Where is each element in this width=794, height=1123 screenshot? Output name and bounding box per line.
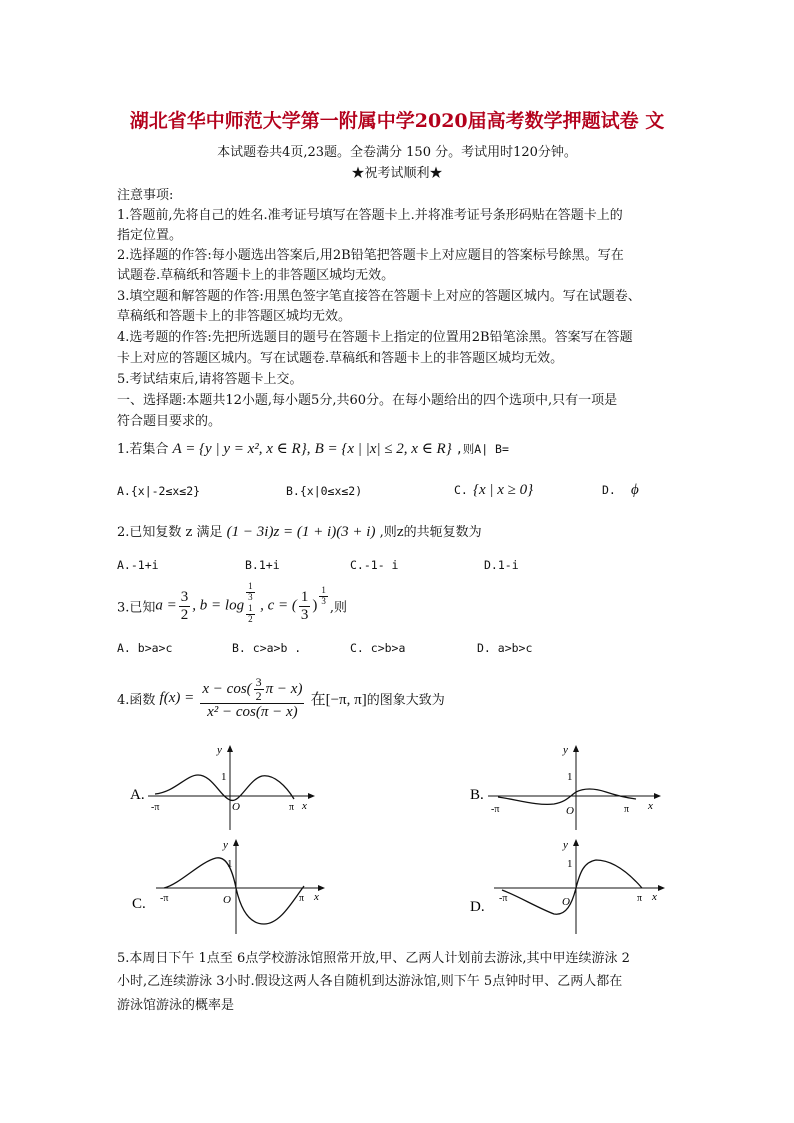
q4-fraction — [200, 676, 304, 721]
graph-c-y-label: y — [223, 839, 228, 851]
graph-b-curve — [498, 789, 636, 804]
note-line: 2.选择题的作答:每小题选出答案后,用2B铅笔把答题卡上对应题目的答案标号餘黑。写在 — [117, 248, 624, 263]
graph-a — [120, 742, 320, 832]
q4-num-frac-n: 3 — [255, 675, 262, 689]
q3-c-num: 1 — [300, 589, 309, 605]
q2-suffix: ,则z的共轭复数为 — [379, 525, 482, 540]
graph-a-y-label: y — [217, 744, 222, 756]
note-line: 草稿纸和答题卡上的非答题区城均无效。 — [117, 309, 352, 324]
graph-c-x-label: x — [314, 891, 319, 903]
q1-option-d-text: ϕ — [630, 482, 639, 498]
q3-b-sup-den: 3 — [248, 591, 253, 602]
graph-d-x-label: x — [652, 891, 657, 903]
q2-prefix: 2.已知复数 z 满足 — [117, 525, 223, 540]
q4-f-label: f(x) = — [159, 689, 195, 706]
q1-comma: , — [306, 441, 311, 457]
q4-suffix: 的图象大致为 — [366, 692, 445, 708]
graph-b — [468, 742, 668, 832]
q3-a-lhs: a = — [155, 597, 177, 614]
graph-d-label: D. — [470, 899, 485, 915]
q2-option-c: C.-1- i — [350, 558, 399, 572]
q1-option-a: A.{x|-2≤x≤2} — [117, 484, 201, 498]
graph-a-x-label: x — [302, 800, 307, 812]
note-line: 1.答题前,先将自己的姓名.准考证号填写在答题卡上.并将准考证号条形码贴在答题卡上的 — [117, 208, 623, 223]
q4-interval: 在[−π, π] — [310, 691, 367, 708]
q4-num-frac-d: 2 — [255, 689, 262, 704]
q2-option-a: A.-1+i — [117, 558, 159, 572]
graph-b-x-label: x — [648, 800, 653, 812]
q1-prefix: 1.若集合 — [117, 442, 169, 457]
graph-a-x-arrow — [308, 793, 315, 799]
graph-a-origin: O — [232, 801, 240, 813]
graph-d-origin: O — [562, 896, 570, 908]
q2-option-b: B.1+i — [245, 558, 280, 572]
q3-option-d: D. a>b>c — [477, 641, 533, 655]
q1-set-a: A = {y | y = x², x ∈ R} — [172, 441, 307, 457]
question-5-line: 5.本周日下午 1点至 6点学校游泳馆照常开放,甲、乙两人计划前去游泳,其中甲连续游泳 2 — [117, 951, 630, 966]
q3-a-frac — [179, 589, 191, 623]
note-line: 卡上对应的答题区城内。写在试题卷.草稿纸和答题卡上的非答题区城均无效。 — [117, 351, 564, 366]
graph-b-neg-pi: -π — [491, 804, 500, 815]
q1-option-c — [454, 479, 533, 499]
question-2 — [117, 521, 482, 541]
q4-numerator-a: x − cos( — [202, 681, 252, 698]
graph-b-y-label: y — [563, 744, 568, 756]
note-line: 试题卷.草稿纸和答题卡上的非答题区城均无效。 — [117, 268, 395, 283]
q4-numerator — [200, 676, 304, 704]
graph-d — [466, 838, 676, 938]
q4-denominator: x² − cos(π − x) — [207, 704, 298, 721]
q4-prefix: 4.函数 — [117, 692, 156, 708]
q1-option-c-text: {x | x ≥ 0} — [472, 482, 534, 498]
q3-prefix: 3.已知 — [117, 600, 156, 616]
graph-a-label: A. — [130, 787, 145, 803]
note-line: 4.选考题的作答:先把所选题目的题号在答题卡上指定的位置用2B铅笔涂黑。答案写在答题 — [117, 330, 633, 345]
q1-option-d — [602, 479, 639, 499]
q1-set-b: B = {x | |x| ≤ 2, x ∈ R} — [314, 441, 452, 457]
note-line: 5.考试结束后,请将答题卡上交。 — [117, 372, 303, 387]
q3-b-base-num: 1 — [248, 603, 253, 613]
q3-c-rp: ) — [312, 597, 318, 614]
q3-c-frac — [299, 589, 311, 623]
graph-a-one-label: 1 — [221, 771, 227, 783]
q2-formula: (1 − 3i)z = (1 + i)(3 + i) — [226, 524, 376, 540]
q3-option-c: C. c>b>a — [350, 641, 406, 655]
section-heading: 一、选择题:本题共12小题,每小题5分,共60分。在每小题给出的四个选项中,只有一项是 — [117, 393, 618, 408]
graph-a-neg-pi: -π — [151, 802, 160, 813]
graph-d-neg-pi: -π — [499, 893, 508, 904]
q1-option-d-label: D. — [602, 483, 616, 497]
graph-a-y-arrow — [227, 745, 233, 752]
q3-c-lhs: , c = ( — [260, 597, 297, 614]
question-5-line: 游泳馆游泳的概率是 — [117, 998, 235, 1013]
graph-c-x-arrow — [318, 885, 325, 891]
page-title: 湖北省华中师范大学第一附属中学2020届高考数学押题试卷 文 — [129, 110, 665, 132]
q3-suffix: ,则 — [329, 600, 347, 616]
q3-c-exp-num: 1 — [321, 585, 326, 595]
graph-d-y-label: y — [563, 839, 568, 851]
q1-option-c-label: C. — [454, 483, 468, 497]
graph-d-x-arrow — [658, 885, 665, 891]
graph-c — [120, 838, 330, 938]
q3-b-lhs: , b = log — [192, 597, 245, 614]
q3-a-den: 2 — [180, 606, 189, 623]
note-line: 3.填空题和解答题的作答:用黑色签字笔直接答在答题卡上对应的答题区城内。写在试题卷、 — [117, 289, 641, 304]
q1-option-b: B.{x|0≤x≤2) — [286, 484, 363, 498]
graph-b-label: B. — [470, 787, 484, 803]
note-line: 指定位置。 — [117, 228, 183, 243]
q3-b-sup-num: 1 — [248, 581, 253, 591]
question-5-line: 小时,乙连续游泳 3小时.假设这两人各自随机到达游泳馆,则下午 5点钟时甲、乙两人都在 — [117, 974, 623, 989]
q1-suffix: ,则A∣ B= — [455, 442, 509, 456]
graph-d-pi: π — [637, 893, 643, 904]
q4-num-frac — [254, 676, 264, 703]
q3-c-den: 3 — [300, 606, 309, 623]
q3-c-exp — [319, 586, 328, 607]
graph-c-y-arrow — [233, 839, 239, 846]
graph-c-origin: O — [223, 894, 231, 906]
graph-c-curve — [164, 858, 304, 924]
q3-option-a: A. b>a>c — [117, 641, 173, 655]
q3-b-sup — [246, 582, 255, 603]
question-1 — [117, 438, 509, 458]
notes-heading: 注意事项: — [117, 188, 174, 203]
graph-b-one-label: 1 — [567, 771, 573, 783]
graph-b-pi: π — [624, 804, 630, 815]
q3-log-scripts — [244, 581, 260, 626]
q3-b-base-den: 2 — [248, 613, 253, 624]
question-3 — [117, 581, 347, 626]
graph-c-one-label: 1 — [227, 858, 233, 870]
q3-option-b: B. c>a>b . — [232, 641, 302, 655]
good-luck-line: ★祝考试顺利★ — [351, 166, 443, 181]
q3-b-base — [246, 604, 255, 625]
graph-b-origin: O — [566, 805, 574, 817]
q3-a-num: 3 — [180, 589, 189, 605]
graph-d-y-arrow — [573, 839, 579, 846]
exam-info: 本试题卷共4页,23题。全卷满分 150 分。考试用时120分钟。 — [217, 145, 577, 160]
q4-numerator-b: π − x) — [265, 681, 303, 698]
q2-option-d: D.1-i — [484, 558, 519, 572]
question-4 — [117, 676, 445, 721]
graph-b-x-arrow — [654, 793, 661, 799]
q3-c-exp-den: 3 — [321, 595, 326, 606]
graph-c-pi: π — [299, 893, 305, 904]
graph-d-one-label: 1 — [567, 858, 573, 870]
graph-c-label: C. — [132, 896, 146, 912]
section-heading-cont: 符合题目要求的。 — [117, 414, 222, 429]
graph-c-neg-pi: -π — [160, 893, 169, 904]
graph-b-y-arrow — [573, 745, 579, 752]
graph-a-pi: π — [289, 802, 295, 813]
